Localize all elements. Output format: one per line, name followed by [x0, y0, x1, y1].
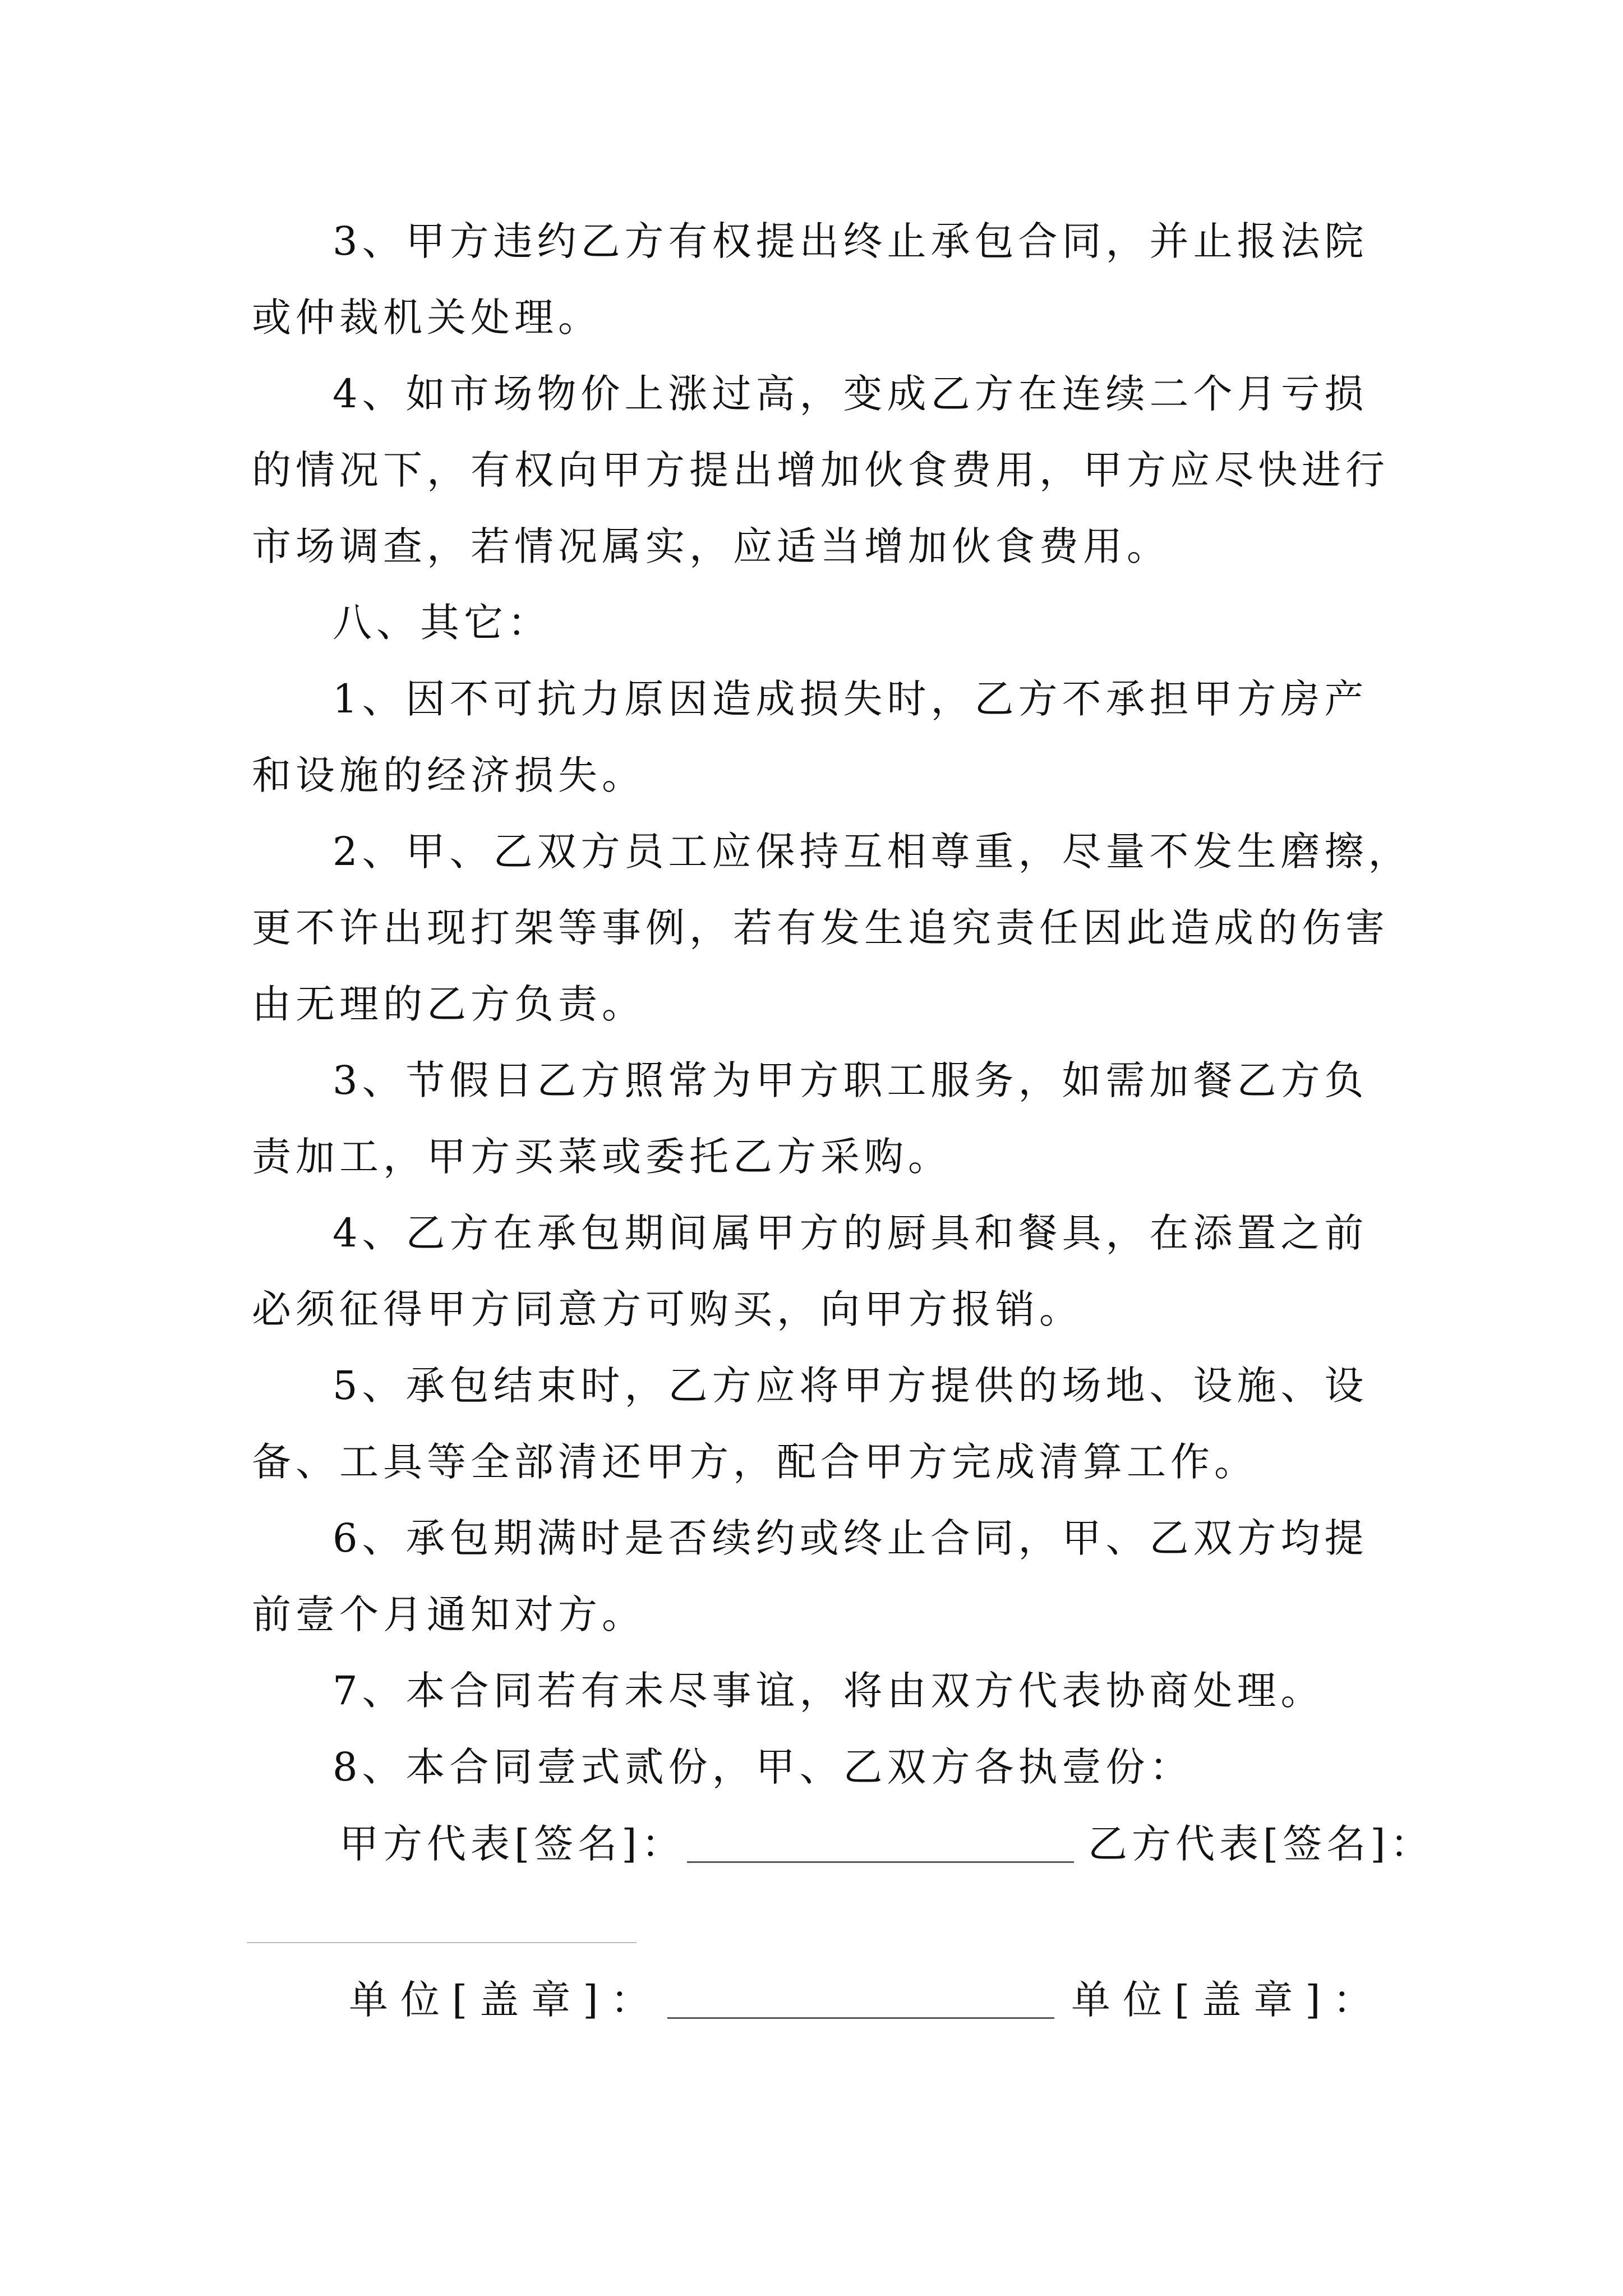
party-a-seal-label: 单位[盖章]： — [349, 1977, 662, 2023]
item-5-line-1: 5、承包结束时，乙方应将甲方提供的场地、设施、设 — [333, 1363, 1368, 1409]
item-7-line-1: 7、本合同若有未尽事谊，将由双方代表协商处理。 — [333, 1668, 1325, 1714]
party-b-sign-label: 乙方代表[签名]： — [1088, 1821, 1434, 1867]
item-1-line-1: 1、因不可抗力原因造成损失时，乙方不承担甲方房产 — [333, 676, 1368, 722]
item-2-line-2: 更不许出现打架等事例，若有发生追究责任因此造成的伤害 — [252, 905, 1389, 951]
paragraph-1-line-1: 3、甲方违约乙方有权提出终止承包合同，并止报法院 — [333, 218, 1368, 264]
item-6-line-1: 6、承包期满时是否续约或终止合同，甲、乙双方均提 — [333, 1515, 1368, 1561]
item-6-line-2: 前壹个月通知对方。 — [252, 1591, 645, 1637]
item-3-line-2: 责加工，甲方买菜或委托乙方采购。 — [252, 1134, 952, 1180]
item-2-line-1: 2、甲、乙双方员工应保持互相尊重，尽量不发生磨擦， — [333, 829, 1412, 875]
party-b-sign-blank[interactable] — [247, 1942, 637, 1943]
party-b-seal-label: 单位[盖章]： — [1071, 1977, 1385, 2023]
item-3-line-1: 3、节假日乙方照常为甲方职工服务，如需加餐乙方负 — [333, 1057, 1368, 1103]
item-5-line-2: 备、工具等全部清还甲方，配合甲方完成清算工作。 — [252, 1439, 1258, 1485]
party-a-sign-blank[interactable] — [687, 1861, 1074, 1863]
party-a-seal-blank[interactable] — [667, 2017, 1054, 2019]
paragraph-2-line-3: 市场调查，若情况属实，应适当增加伙食费用。 — [252, 523, 1170, 569]
item-8-line-1: 8、本合同壹式贰份，甲、乙双方各执壹份： — [333, 1744, 1193, 1790]
item-2-line-3: 由无理的乙方负责。 — [252, 981, 645, 1027]
section-heading-other: 八、其它： — [333, 600, 551, 646]
item-1-line-2: 和设施的经济损失。 — [252, 752, 645, 798]
item-4-line-1: 4、乙方在承包期间属甲方的厨具和餐具，在添置之前 — [333, 1210, 1368, 1256]
paragraph-2-line-1: 4、如市场物价上涨过高，变成乙方在连续二个月亏损 — [333, 371, 1368, 417]
party-a-sign-label: 甲方代表[签名]： — [339, 1821, 685, 1867]
item-4-line-2: 必须征得甲方同意方可购买，向甲方报销。 — [252, 1286, 1083, 1332]
paragraph-1-line-2: 或仲裁机关处理。 — [252, 295, 602, 341]
paragraph-2-line-2: 的情况下，有权向甲方提出增加伙食费用，甲方应尽快进行 — [252, 447, 1389, 493]
